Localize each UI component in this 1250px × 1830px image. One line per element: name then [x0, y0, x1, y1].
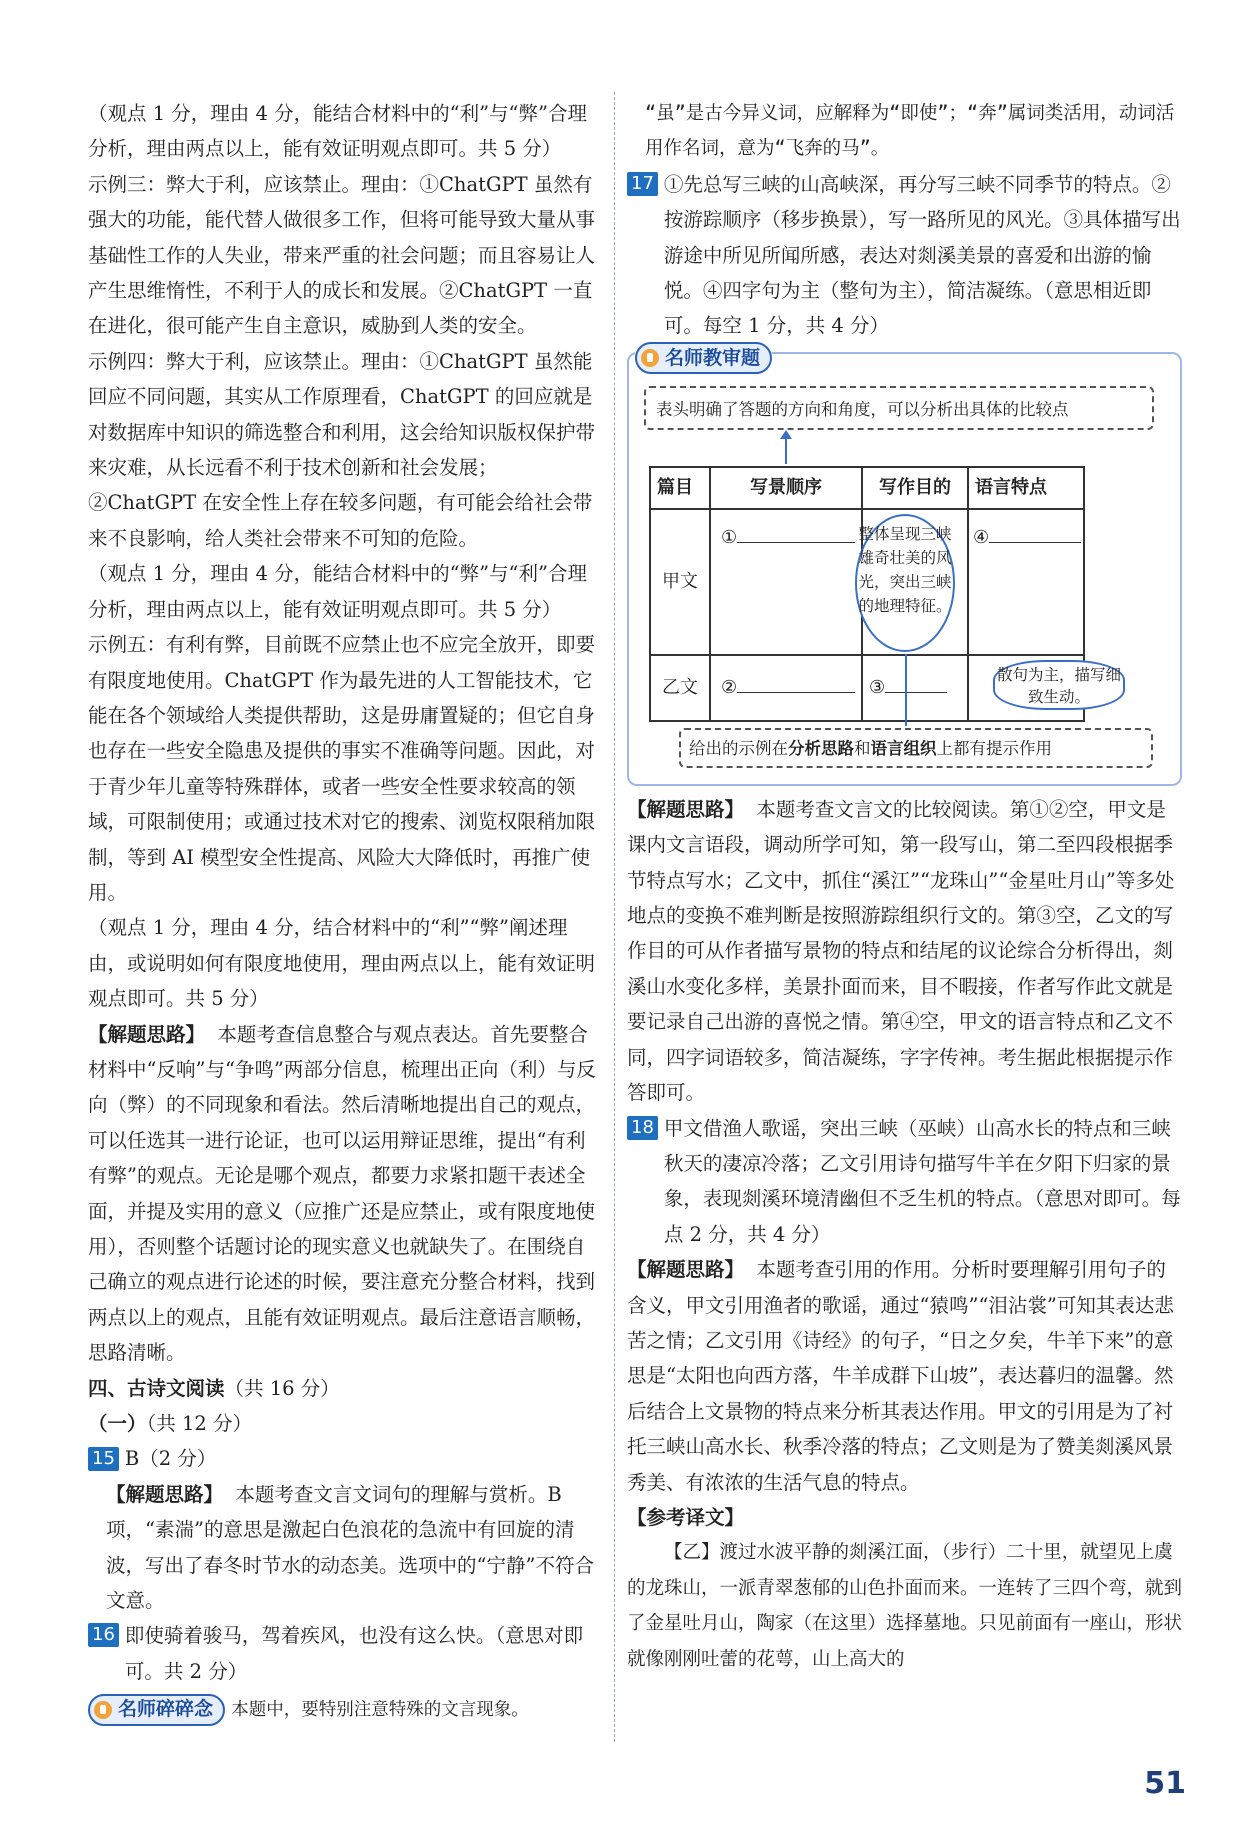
- row-label-yi: 乙文: [650, 655, 710, 721]
- row-label-jia: 甲文: [650, 509, 710, 655]
- q15-analysis: [88, 1477, 600, 1619]
- q18-answer: [627, 1111, 1182, 1253]
- table-header: 写作目的: [862, 467, 968, 509]
- table-header-row: [650, 467, 1084, 509]
- q16-continuation: “虽”是古今异义词，应解释为“即使”；“奔”属词类活用，动词活用作名词，意为“飞奔的马”。: [645, 103, 1175, 160]
- subsection-heading: [88, 1406, 600, 1441]
- section-heading: [88, 1371, 600, 1406]
- cell-blank-3: ③: [862, 655, 968, 721]
- q18-analysis: [627, 1252, 1182, 1500]
- q18-number-badge: 18: [627, 1116, 658, 1140]
- q17-number-badge: 17: [627, 172, 658, 196]
- panel-badge-label: 名师教审题: [665, 346, 761, 369]
- teacher-tip-text: 本题中，要特别注意特殊的文言现象。: [231, 1700, 529, 1721]
- q15-analysis-text: 本题考查文言文词句的理解与赏析。B 项，“素湍”的意思是激起白色浪花的急流中有回旋的清波，写出了春冬时节水的动态美。选项中的“宁静”不符合文意。: [106, 1482, 594, 1613]
- reference-translation-text: 【乙】渡过水波平静的剡溪江面，（步行）二十里，就望见上虞的龙珠山，一派青翠葱郁的山色扑面而来。一连转了三四个弯，就到了金星吐月山，陶家（在这里）选择墓地。只见前面有一座山，形状就像刚刚吐蕾的花萼，山上高大的: [627, 1542, 1183, 1670]
- table-header: 写景顺序: [710, 467, 862, 509]
- analysis-label: 【解题思路】: [88, 1022, 206, 1046]
- scoring-note-1: （观点 1 分，理由 4 分，能结合材料中的“利”与“弊”合理分析，理由两点以上，能有效证明观点即可。共 5 分）: [88, 102, 587, 161]
- q18-analysis-label: 【解题思路】: [627, 1258, 745, 1282]
- teacher-icon: [94, 1701, 112, 1719]
- q16-number-badge: 16: [88, 1623, 119, 1647]
- language-bubble: 散句为主，描写细致生动。: [993, 660, 1125, 710]
- q17-analysis: [627, 792, 1182, 1111]
- q17-analysis-label: 【解题思路】: [627, 797, 745, 821]
- q15-answer-text: B（2 分）: [124, 1447, 217, 1471]
- q15-number-badge: 15: [88, 1447, 119, 1471]
- subsection-score: （共 12 分）: [146, 1412, 252, 1436]
- cell-blank-2: ②: [710, 655, 862, 721]
- q17-answer: [627, 167, 1182, 344]
- q17-analysis-text: 本题考查文言文的比较阅读。第①②空，甲文是课内文言语段，调动所学可知，第一段写山，第二至四段根据季节特点写水；乙文中，抓住“溪江”“龙珠山”“金星吐月山”等多处地点的变换不难判断是按照游踪组织行文的。第③空，乙文的写作目的可从作者描写景物的特点和结尾的议论综合分析得出，剡溪山水变化多样，美景扑面而来，目不暇接，作者写作此文就是要记录自己出游的喜悦之情。第④空，甲文的语言特点和乙文不同，四字词语较多，简洁凝练，字字传神。考生据此根据提示作答即可。: [627, 797, 1175, 1105]
- arrow-up-icon: [785, 434, 787, 464]
- left-column: [88, 96, 600, 1729]
- teacher-tip: [88, 1691, 600, 1728]
- teacher-tip-badge-label: 名师碎碎念: [118, 1698, 214, 1721]
- q15-analysis-label: 【解题思路】: [106, 1482, 224, 1506]
- q17-answer-text: ①先总写三峡的山高峡深，再分写三峡不同季节的特点。②按游踪顺序（移步换景），写一路所见的风光。③具体描写出游途中所见所闻所感，表达对剡溪美景的喜爱和出游的愉悦。④四字句为主（整句为主），简洁凝练。（意思相近即可。每空 1 分，共 4 分）: [663, 172, 1181, 338]
- teacher-review-panel: [627, 346, 1182, 786]
- column-divider: [614, 92, 615, 1742]
- scoring-note-2: （观点 1 分，理由 4 分，能结合材料中的“弊”与“利”合理分析，理由两点以上，能有效证明观点即可。共 5 分）: [88, 562, 587, 621]
- example-five: 示例五：有利有弊，目前既不应禁止也不应完全放开，即要有限度地使用。ChatGPT 作为最先进的人工智能技术，它能在各个领域给人类提供帮助，这是毋庸置疑的；但它自身也存在一些安全隐患及提供的事实不准确等问题。因此，对于青少年儿童等特殊群体，或者一些安全性要求较高的领域，可限制使用；或通过技术对它的搜索、浏览权限稍加限制，等到 AI 模型安全性提高、风险大大降低时，再推广使用。: [88, 633, 596, 904]
- page-number: 51: [1144, 1766, 1186, 1801]
- q16-answer: [88, 1618, 600, 1689]
- connector-line: [905, 654, 907, 726]
- teacher-icon: [641, 349, 659, 367]
- subsection-title: （一）: [88, 1412, 147, 1436]
- analysis-paragraph: [88, 1017, 600, 1371]
- cell-blank-1: ①: [710, 509, 862, 655]
- q16-answer-text: 即使骑着骏马，驾着疾风，也没有这么快。（意思对即可。共 2 分）: [124, 1624, 584, 1683]
- section-score: （共 16 分）: [224, 1376, 340, 1400]
- analysis-text: 本题考查信息整合与观点表达。首先要整合材料中“反响”与“争鸣”两部分信息，梳理出正向（利）与反向（弊）的不同现象和看法。然后清晰地提出自己的观点，可以任选其一进行论证，也可以运用辩证思维，提出“有利有弊”的观点。无论是哪个观点，都要力求紧扣题干表述全面，并提及实用的意义（应推广还是应禁止，或有限度地使用），否则整个话题讨论的现实意义也就缺失了。在围绕自己确立的观点进行论述的时候，要注意充分整合材料，找到两点以上的观点，且能有效证明观点。最后注意语言顺畅，思路清晰。: [88, 1022, 596, 1365]
- panel-badge-wrap: [635, 340, 772, 375]
- panel-badge: [635, 342, 772, 374]
- q18-analysis-text: 本题考查引用的作用。分析时要理解引用句子的含义，甲文引用渔者的歌谣，通过“猿鸣”“泪沾裳”可知其表达悲苦之情；乙文引用《诗经》的句子，“日之夕矣，牛羊下来”的意思是“太阳也向西方落，牛羊成群下山坡”，表达暮归的温馨。然后结合上文景物的特点来分析其表达作用。甲文的引用是为了衬托三峡山高水长、秋季冷落的特点；乙文则是为了赞美剡溪风景秀美、有浓浓的生活气息的特点。: [627, 1258, 1174, 1494]
- table-header: 篇目: [650, 467, 710, 509]
- cell-blank-4: ④: [968, 509, 1084, 655]
- q18-answer-text: 甲文借渔人歌谣，突出三峡（巫峡）山高水长的特点和三峡秋天的凄凉冷落；乙文引用诗句描写牛羊在夕阳下归家的景象，表现剡溪环境清幽但不乏生机的特点。（意思对即可。每点 2 分，共 4 分）: [663, 1116, 1181, 1246]
- purpose-bubble: 整体呈现三峡雄奇壮美的风光，突出三峡的地理特征。: [855, 514, 955, 652]
- q15-answer: [88, 1441, 600, 1476]
- panel-bottom-note: 给出的示例在分析思路和语言组织上都有提示作用: [679, 728, 1153, 768]
- scoring-note-3: （观点 1 分，理由 4 分，结合材料中的“利”“弊”阐述理由，或说明如何有限度地使用，理由两点以上，能有效证明观点即可。共 5 分）: [88, 916, 596, 1011]
- panel-top-note: 表头明确了答题的方向和角度，可以分析出具体的比较点: [644, 386, 1154, 430]
- teacher-tip-badge: [88, 1694, 225, 1726]
- example-four: 示例四：弊大于利，应该禁止。理由：①ChatGPT 虽然能回应不同问题，其实从工作原理看，ChatGPT 的回应就是对数据库中知识的筛选整合和利用，这会给知识版权保护带来灾难，从长远看不利于技术创新和社会发展；②ChatGPT 在安全性上存在较多问题，有可能会给社会带来不良影响，给人类社会带来不可知的危险。: [88, 349, 596, 550]
- right-column: [627, 96, 1182, 1677]
- section-title: 四、古诗文阅读: [88, 1376, 225, 1400]
- reference-translation-label: 【参考译文】: [627, 1505, 745, 1529]
- table-header: 语言特点: [968, 467, 1084, 509]
- example-three: 示例三：弊大于利，应该禁止。理由：①ChatGPT 虽然有强大的功能，能代替人做很多工作，但将可能导致大量从事基础性工作的人失业，带来严重的社会问题；而且容易让人产生思维惰性，不利于人的成长和发展。②ChatGPT 一直在进化，很可能产生自主意识，威胁到人类的安全。: [88, 172, 596, 338]
